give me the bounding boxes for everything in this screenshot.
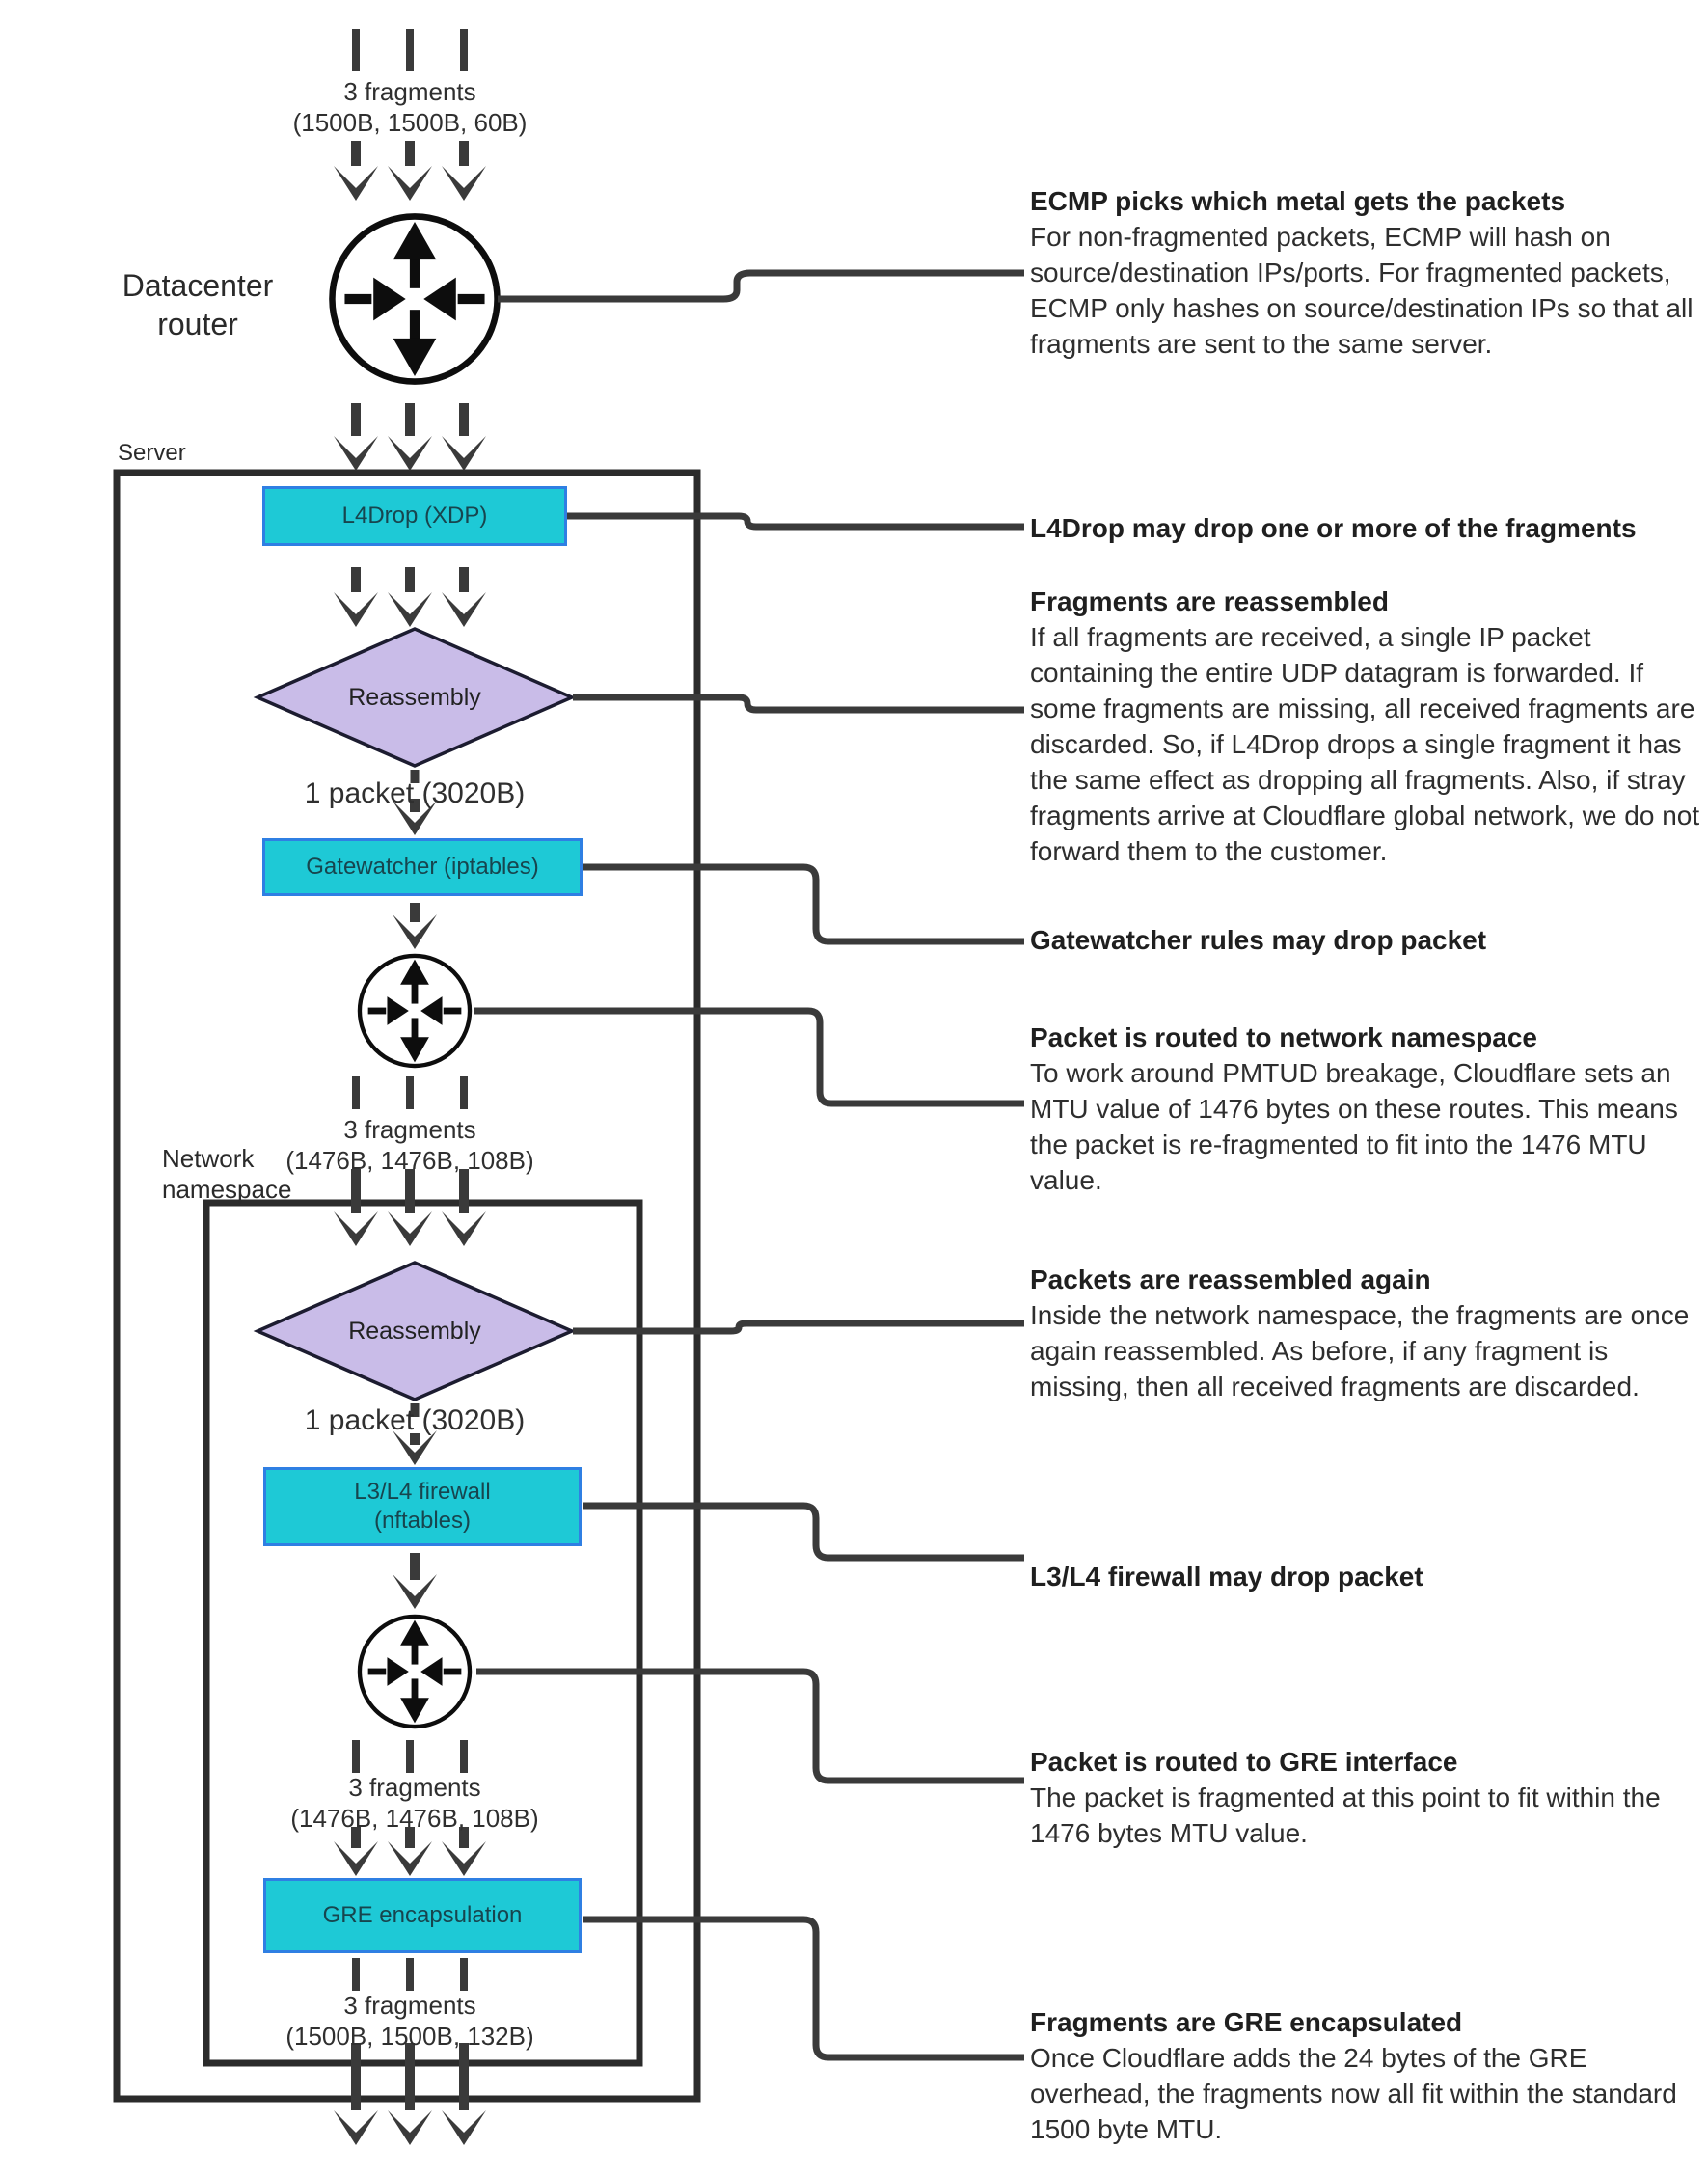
exit-arrows	[334, 2043, 486, 2145]
annotation-title: Fragments are reassembled	[1030, 586, 1389, 616]
annotation-body: Inside the network namespace, the fragments are once again reassembled. As before, if any fragment is missing, then all received fragments are discarded.	[1030, 1300, 1690, 1401]
arrow-gatewatcher-to-router	[393, 903, 437, 949]
mid-fragments-count: 3 fragments	[343, 1115, 476, 1144]
connector-route-namespace	[474, 1011, 1024, 1103]
gatewatcher-box	[262, 838, 583, 896]
annotation-body: Once Cloudflare adds the 24 bytes of the GRE overhead, the fragments now all fit within the standard 1500 byte MTU.	[1030, 2043, 1677, 2144]
connector-l4drop	[567, 516, 1024, 527]
annotation-title: Gatewatcher rules may drop packet	[1030, 925, 1487, 955]
router-icon	[360, 1617, 470, 1727]
annotation-title: Packet is routed to network namespace	[1030, 1022, 1537, 1052]
datacenter-router-label-line1: Datacenter	[122, 268, 274, 303]
annotation-reassembled-again	[1030, 1262, 1700, 1404]
network-namespace-label-line1: Network	[162, 1144, 255, 1173]
server-label: Server	[118, 440, 186, 466]
inner-fragments-count: 3 fragments	[348, 1773, 481, 1802]
gatewatcher-label: Gatewatcher (iptables)	[306, 854, 539, 880]
connector-reassembly1	[573, 697, 1024, 710]
l3l4-firewall-label-line1: L3/L4 firewall	[354, 1479, 491, 1505]
packet2-label: 1 packet (3020B)	[304, 1404, 526, 1436]
reassembly1-label: Reassembly	[348, 684, 481, 711]
connector-route-gre	[476, 1672, 1024, 1781]
bottom-fragments-count: 3 fragments	[343, 1991, 476, 2020]
top-fragments-sizes: (1500B, 1500B, 60B)	[292, 108, 528, 137]
gre-encapsulation-label: GRE encapsulation	[322, 1902, 523, 1928]
annotation-l4drop	[1030, 510, 1700, 546]
arrows-into-gre	[334, 1827, 486, 1876]
inner-fragments-sizes: (1476B, 1476B, 108B)	[290, 1804, 539, 1833]
arrow-firewall-to-router	[393, 1553, 437, 1609]
packet1-label: 1 packet (3020B)	[304, 777, 526, 809]
mid-fragments-sizes: (1476B, 1476B, 108B)	[285, 1146, 534, 1175]
annotation-ecmp	[1030, 183, 1700, 362]
router-icon	[332, 216, 497, 381]
l4drop-label: L4Drop (XDP)	[341, 503, 488, 529]
annotation-body: To work around PMTUD breakage, Cloudflare sets an MTU value of 1476 bytes on these routes. This means the packet is re-fragmented to fit into the 1476 MTU value.	[1030, 1058, 1678, 1195]
annotation-title: Fragments are GRE encapsulated	[1030, 2007, 1463, 2037]
annotation-body: The packet is fragmented at this point to fit within the 1476 bytes MTU value.	[1030, 1782, 1661, 1848]
l3l4-firewall-label-line2: (nftables)	[373, 1508, 472, 1534]
annotation-title: Packet is routed to GRE interface	[1030, 1747, 1458, 1777]
arrows-into-router	[334, 141, 486, 201]
annotation-body: For non-fragmented packets, ECMP will hash on source/destination IPs/ports. For fragmented packets, ECMP only hashes on source/destination IPs so that all fragments are sent to the same server.	[1030, 222, 1694, 359]
bottom-fragment-dashes	[356, 1958, 464, 1991]
annotation-firewall	[1030, 1559, 1700, 1594]
annotation-title: Packets are reassembled again	[1030, 1265, 1431, 1294]
inner-fragment-dashes	[356, 1740, 464, 1773]
annotation-title: ECMP picks which metal gets the packets	[1030, 186, 1566, 216]
l4drop-box	[262, 486, 567, 546]
datacenter-router-label-line2: router	[157, 307, 238, 341]
mid-fragment-dashes	[356, 1076, 464, 1109]
bottom-fragments-sizes: (1500B, 1500B, 132B)	[285, 2022, 534, 2051]
connector-gatewatcher	[583, 867, 1024, 941]
top-fragments-count: 3 fragments	[343, 77, 476, 106]
annotation-route-gre	[1030, 1744, 1700, 1851]
annotation-title: L3/L4 firewall may drop packet	[1030, 1562, 1423, 1592]
connector-ecmp	[498, 273, 1024, 299]
connector-firewall	[583, 1506, 1024, 1558]
gre-encapsulation-box	[263, 1878, 582, 1953]
annotation-route-namespace	[1030, 1020, 1700, 1198]
arrows-l4drop-to-reassembly	[334, 567, 486, 627]
annotation-gatewatcher	[1030, 922, 1700, 958]
annotation-reassembled	[1030, 584, 1700, 869]
annotation-title: L4Drop may drop one or more of the fragments	[1030, 513, 1637, 543]
connector-gre-encapsulated	[583, 1919, 1024, 2057]
arrows-router-to-server	[334, 403, 486, 471]
annotation-body: If all fragments are received, a single IP packet containing the entire UDP datagram is forwarded. If some fragments are missing, all received fragments are discarded. So, if L4Drop drops a single fragment it has the same effect as dropping all fragments. Also, if stray fragments arrive at Cloudflare global network, we do not forward them to the customer.	[1030, 622, 1700, 866]
top-fragment-dashes	[356, 29, 464, 71]
arrows-into-namespace	[334, 1169, 486, 1246]
annotation-gre-encapsulated	[1030, 2004, 1700, 2147]
router-icon	[360, 956, 470, 1066]
l3l4-firewall-box	[263, 1467, 582, 1546]
network-namespace-label-line2: namespace	[162, 1175, 292, 1204]
reassembly2-label: Reassembly	[348, 1318, 481, 1345]
